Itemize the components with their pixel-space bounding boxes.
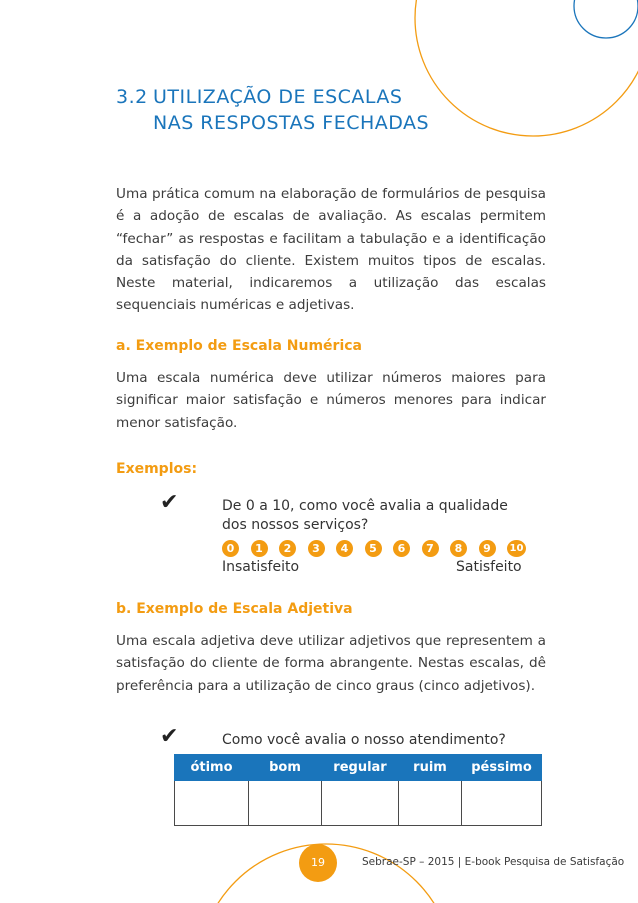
scale-point-0: 0	[222, 540, 239, 557]
scale-point-1: 1	[251, 540, 268, 557]
section-number: 3.2	[116, 86, 148, 108]
answer-cell[interactable]	[249, 781, 322, 826]
section-title-line1: UTILIZAÇÃO DE ESCALAS	[153, 86, 403, 108]
adjective-scale-table	[174, 754, 542, 826]
answer-cell[interactable]	[175, 781, 249, 826]
answer-cell[interactable]	[462, 781, 542, 826]
top-right-small-circle	[574, 0, 638, 38]
column-header: ótimo	[175, 755, 249, 781]
scale-point-3: 3	[308, 540, 325, 557]
scale-point-6: 6	[393, 540, 410, 557]
checkmark-icon: ✔	[160, 490, 179, 515]
scale-point-7: 7	[422, 540, 439, 557]
table-header-row	[175, 755, 542, 781]
scale-high-label: Satisfeito	[456, 559, 522, 575]
column-header: ruim	[399, 755, 462, 781]
top-right-circle	[415, 0, 638, 136]
footer-text: Sebrae-SP – 2015 | E-book Pesquisa de Satisfação	[362, 856, 625, 868]
section-title	[116, 84, 429, 136]
answer-cell[interactable]	[322, 781, 399, 826]
numeric-question-line2: dos nossos serviços?	[222, 517, 369, 533]
scale-point-8: 8	[450, 540, 467, 557]
adjective-question: Como você avalia o nosso atendimento?	[222, 732, 506, 748]
numeric-scale-text: Uma escala numérica deve utilizar números maiores para significar maior satisfação e números menores para indicar menor satisfação.	[116, 370, 546, 431]
scale-point-9: 9	[479, 540, 496, 557]
page-number: 19	[299, 844, 337, 882]
column-header: regular	[322, 755, 399, 781]
scale-point-2: 2	[279, 540, 296, 557]
column-header: bom	[249, 755, 322, 781]
checkmark-icon: ✔	[160, 724, 179, 749]
intro-paragraph: Uma prática comum na elaboração de formulários de pesquisa é a adoção de escalas de avaliação. As escalas permitem “fechar” as respostas e facilitam a tabulação e a identificação da satisfação do cliente. Existem muitos tipos de escalas. Neste material, indicaremos a utilização das escalas sequenciais numéricas e adjetivas.	[116, 186, 546, 314]
numeric-question-line1: De 0 a 10, como você avalia a qualidade	[222, 498, 508, 514]
scale-point-10: 10	[507, 540, 526, 557]
scale-point-4: 4	[336, 540, 353, 557]
table-row	[175, 781, 542, 826]
numeric-scale-heading: a. Exemplo de Escala Numérica	[116, 338, 362, 354]
numeric-scale	[222, 540, 532, 558]
scale-low-label: Insatisfeito	[222, 559, 300, 575]
column-header: péssimo	[462, 755, 542, 781]
adjective-scale-heading: b. Exemplo de Escala Adjetiva	[116, 601, 353, 617]
examples-label: Exemplos:	[116, 461, 198, 477]
adjective-scale-text: Uma escala adjetiva deve utilizar adjetivos que representem a satisfação do cliente de forma abrangente. Nestas escalas, dê preferência para a utilização de cinco graus (cinco adjetivos).	[116, 633, 546, 694]
section-title-line2: NAS RESPOSTAS FECHADAS	[153, 112, 430, 134]
scale-point-5: 5	[365, 540, 382, 557]
answer-cell[interactable]	[399, 781, 462, 826]
